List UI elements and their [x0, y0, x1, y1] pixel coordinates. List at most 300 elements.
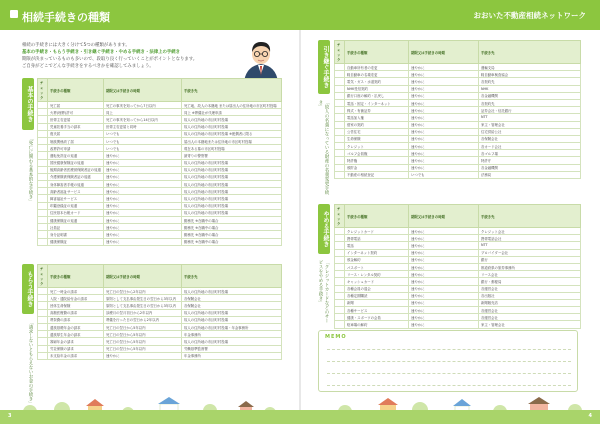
- row-dest: 都道府県の旅券事務所: [479, 263, 581, 270]
- row-checkbox-cell[interactable]: [38, 316, 48, 323]
- col-check: チェック: [335, 41, 345, 64]
- row-dest: 各契約先: [479, 78, 581, 85]
- row-dest: 銀行: [479, 256, 581, 263]
- row-item: 運転免許証の返還: [48, 152, 104, 159]
- row-checkbox-cell[interactable]: [335, 271, 345, 278]
- col-check: チェック: [335, 205, 345, 228]
- row-dest: 故人の住所地の市区町村役場: [182, 288, 282, 295]
- row-deadline: 速やかに: [104, 173, 182, 180]
- basic-procedures-table: [37, 78, 282, 246]
- row-item: 死亡届: [48, 102, 104, 109]
- row-checkbox-cell[interactable]: [335, 128, 345, 135]
- table-row: [38, 345, 282, 352]
- col-dest: 手続き先: [182, 265, 282, 288]
- row-dest: 住宅供給公社: [479, 128, 581, 135]
- row-item: 火葬(埋葬)許可: [48, 109, 104, 116]
- row-checkbox-cell[interactable]: [38, 331, 48, 338]
- row-item: 銀行口座の解約・払戻し: [345, 92, 409, 99]
- row-checkbox-cell[interactable]: [38, 288, 48, 295]
- row-deadline: 速やかに: [409, 263, 479, 270]
- row-checkbox-cell[interactable]: [38, 238, 48, 245]
- row-checkbox-cell[interactable]: [38, 295, 48, 302]
- row-deadline: いつでも: [104, 145, 182, 152]
- row-checkbox-cell[interactable]: [38, 145, 48, 152]
- row-item: 遺族基礎年金の請求: [48, 323, 104, 330]
- row-item: 遺族厚生年金の請求: [48, 331, 104, 338]
- table-row: [335, 164, 581, 171]
- row-dest: 携帯電話会社: [479, 235, 581, 242]
- row-item: 印鑑登録証の返還: [48, 202, 104, 209]
- row-deadline: 死亡日の翌日から5年以内: [104, 338, 182, 345]
- intro-line-4: ご自身がどこでどんな手続きをするべきかを確認してみましょう。: [22, 64, 154, 70]
- row-checkbox-cell[interactable]: [335, 85, 345, 92]
- table-row: [38, 352, 282, 359]
- row-item: 団体生命保険: [48, 302, 104, 309]
- row-deadline: 速やかに: [409, 314, 479, 321]
- col-check: チェック: [38, 265, 48, 288]
- row-dest: 年金事務所: [182, 352, 282, 359]
- row-deadline: 速やかに: [104, 217, 182, 224]
- row-deadline: 速やかに: [104, 166, 182, 173]
- row-item: 葬祭費の請求: [48, 316, 104, 323]
- table-row: [335, 135, 581, 142]
- row-deadline: 速やかに: [409, 143, 479, 150]
- row-deadline: 死亡の事実を知ってから14日以内: [104, 116, 182, 123]
- row-checkbox-cell[interactable]: [38, 345, 48, 352]
- col-deadline: 期限又は手続きの時期: [104, 79, 182, 102]
- row-dest: 現在ある墓の市区町村役場: [182, 145, 282, 152]
- row-item: 寡婦年金の請求: [48, 338, 104, 345]
- row-checkbox-cell[interactable]: [335, 107, 345, 114]
- table-row: [335, 99, 581, 106]
- row-deadline: 速やかに: [104, 159, 182, 166]
- row-item: ゴルフ会員権: [345, 150, 409, 157]
- table-row: [38, 309, 282, 316]
- row-item: 電話: [345, 242, 409, 249]
- row-deadline: 速やかに: [409, 228, 479, 235]
- row-item: 高額医療費の請求: [48, 309, 104, 316]
- row-checkbox-cell[interactable]: [38, 130, 48, 137]
- row-dest: 家主・管理会社: [479, 321, 581, 328]
- row-deadline: いつでも: [409, 171, 479, 178]
- row-deadline: 速やかに: [409, 135, 479, 142]
- row-item: 労災保険の請求: [48, 345, 104, 352]
- row-dest: 故人の住所地の市区町村役場: [182, 123, 282, 130]
- row-item: 新聞: [345, 299, 409, 306]
- row-dest: 故人の住所地の市区町村役場: [182, 209, 282, 216]
- row-checkbox-cell[interactable]: [335, 150, 345, 157]
- col-dest: 手続き先: [479, 41, 581, 64]
- table-row: [335, 285, 581, 292]
- row-checkbox-cell[interactable]: [335, 256, 345, 263]
- row-checkbox-cell[interactable]: [38, 159, 48, 166]
- row-checkbox-cell[interactable]: [38, 323, 48, 330]
- row-dest: 各運営会社: [479, 307, 581, 314]
- row-dest: 各ゴルフ場: [479, 150, 581, 157]
- row-dest: 新聞販売店: [479, 299, 581, 306]
- row-dest: NTT: [479, 242, 581, 249]
- row-item: クレジット: [345, 143, 409, 150]
- table-row: [335, 249, 581, 256]
- row-deadline: 速やかに: [104, 231, 182, 238]
- row-item: 後期高齢者医療被保険者証の返還: [48, 166, 104, 173]
- memo-line: [327, 349, 571, 350]
- table-row: [335, 292, 581, 299]
- row-item: 改葬許可申請: [48, 145, 104, 152]
- row-deadline: 速やかに: [104, 188, 182, 195]
- row-checkbox-cell[interactable]: [38, 181, 48, 188]
- row-item: 生命保険: [345, 135, 409, 142]
- inherit-procedures-table: [334, 40, 581, 179]
- row-item: 障害福祉サービス: [48, 195, 104, 202]
- row-checkbox-cell[interactable]: [38, 302, 48, 309]
- row-item: 健康保険証の返還: [48, 217, 104, 224]
- col-check: チェック: [38, 79, 48, 102]
- row-dest: 故人の住所地の市区町村役場: [182, 188, 282, 195]
- row-checkbox-cell[interactable]: [335, 263, 345, 270]
- row-checkbox-cell[interactable]: [335, 299, 345, 306]
- row-checkbox-cell[interactable]: [38, 338, 48, 345]
- row-item: 各種会員の退会: [345, 285, 409, 292]
- table-row: [38, 159, 282, 166]
- row-item: 借家の契約: [345, 121, 409, 128]
- table-row: [335, 121, 581, 128]
- memo-box: [318, 330, 578, 392]
- row-deadline: 速やかに: [409, 292, 479, 299]
- row-deadline: 速やかに: [409, 271, 479, 278]
- memo-line: [327, 361, 571, 362]
- row-deadline: 死亡日の翌日から5年以内: [104, 331, 182, 338]
- row-dest: 各金融機関: [479, 164, 581, 171]
- row-dest: 故人の住所地の市区町村役場: [182, 166, 282, 173]
- row-checkbox-cell[interactable]: [38, 352, 48, 359]
- row-item: 健康・スポーツの会員: [345, 314, 409, 321]
- row-checkbox-cell[interactable]: [38, 209, 48, 216]
- row-checkbox-cell[interactable]: [335, 321, 345, 328]
- row-item: 国民健康保険証の返還: [48, 159, 104, 166]
- page-spine: [299, 30, 301, 424]
- row-checkbox-cell[interactable]: [335, 314, 345, 321]
- row-deadline: 速やかに: [104, 195, 182, 202]
- row-checkbox-cell[interactable]: [38, 202, 48, 209]
- row-checkbox-cell[interactable]: [38, 102, 48, 109]
- row-checkbox-cell[interactable]: [335, 171, 345, 178]
- row-deadline: 死亡日の翌日から5年以内: [104, 345, 182, 352]
- row-checkbox-cell[interactable]: [38, 188, 48, 195]
- row-dest: 各金融機関: [479, 92, 581, 99]
- row-dest: 各カード会社: [479, 143, 581, 150]
- page-title: 相続手続きの種類: [22, 11, 110, 24]
- section-label-inherit: 引き継ぐ手続き: [318, 40, 330, 94]
- footer-ground: [0, 410, 600, 424]
- table-row: [38, 102, 282, 109]
- memo-label: MEMO: [325, 334, 347, 340]
- table-row: [335, 307, 581, 314]
- table-row: [38, 130, 282, 137]
- row-deadline: いつでも: [104, 137, 182, 144]
- row-item: 高齢者福祉サービス: [48, 188, 104, 195]
- table-row: [335, 321, 581, 328]
- row-dest: 故人の住所地の市区町村役場: [182, 159, 282, 166]
- row-checkbox-cell[interactable]: [38, 224, 48, 231]
- col-item: 手続きの種類: [345, 205, 409, 228]
- row-item: 入院・通院給付金の請求: [48, 295, 104, 302]
- table-row: [38, 166, 282, 173]
- table-row: [335, 314, 581, 321]
- row-item: 駐車場の解約: [345, 321, 409, 328]
- row-dest: リース会社: [479, 271, 581, 278]
- section-label-basic: 基本の手続き: [22, 78, 34, 130]
- row-checkbox-cell[interactable]: [38, 195, 48, 202]
- row-dest: NTT: [479, 114, 581, 121]
- table-row: [38, 331, 282, 338]
- section-label-receive: もらう手続き: [22, 264, 34, 314]
- table-row: [38, 338, 282, 345]
- row-deadline: 速やかに: [104, 224, 182, 231]
- row-checkbox-cell[interactable]: [335, 114, 345, 121]
- receive-procedures-table: [37, 264, 282, 360]
- table-row: [335, 228, 581, 235]
- row-deadline: 速やかに: [409, 128, 479, 135]
- row-dest: 同上 ※葬儀社が代理申請: [182, 109, 282, 116]
- row-item: 特許権: [345, 157, 409, 164]
- row-checkbox-cell[interactable]: [335, 242, 345, 249]
- row-item: リース・レンタル契約: [345, 271, 409, 278]
- row-deadline: 速やかに: [104, 181, 182, 188]
- row-deadline: 死亡の事実を知ってから7日以内: [104, 102, 182, 109]
- row-dest: 故人の住所地の市区町村役場: [182, 181, 282, 188]
- table-row: [38, 217, 282, 224]
- section-sub-inherit: 「故人の名義になっている財産の名義変更手続き」: [318, 100, 329, 195]
- row-deadline: 世帯主変更届と同時: [104, 123, 182, 130]
- row-checkbox-cell[interactable]: [335, 64, 345, 71]
- row-checkbox-cell[interactable]: [38, 309, 48, 316]
- row-item: 社員証: [48, 224, 104, 231]
- row-dest: 各保険会社: [479, 135, 581, 142]
- page-header: [0, 0, 600, 30]
- row-item: 電話・固定・インターネット: [345, 99, 409, 106]
- table-row: [38, 173, 282, 180]
- table-row: [335, 157, 581, 164]
- row-deadline: 速やかに: [409, 85, 479, 92]
- row-checkbox-cell[interactable]: [335, 164, 345, 171]
- row-dest: 故人の住所地の市区町村役場: [182, 309, 282, 316]
- row-checkbox-cell[interactable]: [335, 143, 345, 150]
- row-dest: 法務局: [479, 171, 581, 178]
- page-number-left: 3: [8, 413, 12, 419]
- table-row: [38, 224, 282, 231]
- row-item: 世帯主変更届: [48, 116, 104, 123]
- table-row: [38, 202, 282, 209]
- row-dest: 証券会社・信託銀行: [479, 107, 581, 114]
- row-dest: 勤務先 ※在職中の場合: [182, 238, 282, 245]
- row-dest: 労働基準監督署: [182, 345, 282, 352]
- col-deadline: 期限又は手続きの時期: [409, 205, 479, 228]
- table-row: [38, 181, 282, 188]
- row-item: 住民基本台帳カード: [48, 209, 104, 216]
- row-checkbox-cell[interactable]: [38, 152, 48, 159]
- row-item: 未支給年金の請求: [48, 352, 104, 359]
- row-item: 各種サービス: [345, 307, 409, 314]
- row-dest: 銀行・郵便局: [479, 278, 581, 285]
- row-deadline: 速やかに: [409, 249, 479, 256]
- table-row: [335, 256, 581, 263]
- row-dest: 故人の住所地の市区町村役場 ※配偶者に限る: [182, 130, 282, 137]
- row-checkbox-cell[interactable]: [335, 228, 345, 235]
- table-row: [335, 114, 581, 121]
- row-item: 不動産の相続登記: [345, 171, 409, 178]
- row-dest: 各保険会社: [182, 295, 282, 302]
- row-checkbox-cell[interactable]: [335, 92, 345, 99]
- row-checkbox-cell[interactable]: [38, 166, 48, 173]
- row-checkbox-cell[interactable]: [335, 278, 345, 285]
- table-row: [38, 123, 282, 130]
- row-deadline: 速やかに: [409, 256, 479, 263]
- row-item: 預貯金: [345, 164, 409, 171]
- row-item: クレジットカード: [345, 228, 409, 235]
- stop-procedures-table: [334, 204, 581, 329]
- section-label-stop: やめる手続き: [318, 204, 330, 254]
- row-deadline: 速やかに: [409, 285, 479, 292]
- row-deadline: 葬儀を行った日の翌日から2年以内: [104, 316, 182, 323]
- row-item: 電話加入権: [345, 114, 409, 121]
- row-checkbox-cell[interactable]: [38, 173, 48, 180]
- row-dest: 特許庁: [479, 157, 581, 164]
- row-dest: 死亡地、故人の本籍地 または届出人の住所地の市区町村役場: [182, 102, 282, 109]
- row-deadline: 速やかに: [409, 307, 479, 314]
- row-deadline: 速やかに: [409, 164, 479, 171]
- row-dest: 運輸支局: [479, 64, 581, 71]
- row-checkbox-cell[interactable]: [335, 99, 345, 106]
- row-checkbox-cell[interactable]: [38, 109, 48, 116]
- col-deadline: 期限又は手続きの時期: [409, 41, 479, 64]
- row-deadline: 速やかに: [409, 150, 479, 157]
- row-dest: 各保険会社: [182, 302, 282, 309]
- row-item: 死亡一時金の請求: [48, 288, 104, 295]
- col-item: 手続きの種類: [345, 41, 409, 64]
- table-row: [335, 107, 581, 114]
- table-row: [38, 231, 282, 238]
- row-checkbox-cell[interactable]: [335, 78, 345, 85]
- row-deadline: 速やかに: [409, 99, 479, 106]
- table-row: [38, 295, 282, 302]
- table-row: [335, 71, 581, 78]
- row-dest: NHK: [479, 85, 581, 92]
- row-dest: 年金事務所: [182, 331, 282, 338]
- row-checkbox-cell[interactable]: [335, 121, 345, 128]
- row-checkbox-cell[interactable]: [335, 157, 345, 164]
- row-checkbox-cell[interactable]: [335, 292, 345, 299]
- row-dest: 軽自動車検査協会: [479, 71, 581, 78]
- row-dest: 勤務先 ※在職中の場合: [182, 224, 282, 231]
- row-deadline: 診療月の翌月初日から2年以内: [104, 309, 182, 316]
- table-row: [38, 152, 282, 159]
- table-row: [335, 299, 581, 306]
- row-item: NHK受信契約: [345, 85, 409, 92]
- row-deadline: 速やかに: [104, 152, 182, 159]
- row-checkbox-cell[interactable]: [38, 123, 48, 130]
- row-deadline: 速やかに: [409, 71, 479, 78]
- row-deadline: 速やかに: [409, 242, 479, 249]
- row-dest: 届出人の本籍地または住所地の市区町村役場: [182, 137, 282, 144]
- row-item: 姻族関係終了届: [48, 137, 104, 144]
- row-deadline: 速やかに: [104, 209, 182, 216]
- table-row: [335, 271, 581, 278]
- row-deadline: 同上: [104, 109, 182, 116]
- table-row: [38, 209, 282, 216]
- row-dest: 故人の住所地の市区町村役場: [182, 195, 282, 202]
- row-checkbox-cell[interactable]: [38, 231, 48, 238]
- row-checkbox-cell[interactable]: [335, 135, 345, 142]
- row-dest: 勤務先 ※在職中の場合: [182, 217, 282, 224]
- row-checkbox-cell[interactable]: [335, 71, 345, 78]
- row-item: 身体障害者手帳の返還: [48, 181, 104, 188]
- row-dest: 各運営会社: [479, 314, 581, 321]
- row-checkbox-cell[interactable]: [38, 217, 48, 224]
- table-row: [38, 145, 282, 152]
- row-dest: 各契約先: [479, 99, 581, 106]
- row-deadline: 原則として支払事由発生日の翌日から3年以内: [104, 295, 182, 302]
- row-deadline: 速やかに: [104, 238, 182, 245]
- row-deadline: 速やかに: [409, 64, 479, 71]
- row-dest: 各運営会社: [479, 285, 581, 292]
- row-dest: 最寄りの警察署: [182, 152, 282, 159]
- col-dest: 手続き先: [479, 205, 581, 228]
- row-dest: 故人の住所地の市区町村役場: [182, 202, 282, 209]
- row-deadline: 速やかに: [409, 321, 479, 328]
- row-checkbox-cell[interactable]: [335, 307, 345, 314]
- row-checkbox-cell[interactable]: [335, 235, 345, 242]
- table-row: [335, 64, 581, 71]
- table-row: [335, 278, 581, 285]
- table-row: [38, 116, 282, 123]
- row-deadline: いつでも: [104, 130, 182, 137]
- col-item: 手続きの種類: [48, 79, 104, 102]
- table-row: [335, 85, 581, 92]
- row-dest: 故人の住所地の市区町村役場: [182, 316, 282, 323]
- memo-line: [327, 373, 571, 374]
- intro-line-2: 基本の手続き・もらう手続き・引き継ぐ手続き・やめる手続き・法律上の手続き: [22, 50, 181, 56]
- row-checkbox-cell[interactable]: [335, 285, 345, 292]
- row-deadline: 速やかに: [409, 235, 479, 242]
- row-item: 各種定期購読: [345, 292, 409, 299]
- row-dest: 各出版社: [479, 292, 581, 299]
- table-row: [335, 92, 581, 99]
- row-checkbox-cell[interactable]: [38, 116, 48, 123]
- table-row: [38, 195, 282, 202]
- table-row: [38, 302, 282, 309]
- table-row: [335, 235, 581, 242]
- table-row: [38, 323, 282, 330]
- row-item: 健康保険証: [48, 238, 104, 245]
- table-row: [38, 188, 282, 195]
- row-deadline: 速やかに: [409, 107, 479, 114]
- table-row: [335, 150, 581, 157]
- page-number-right: 4: [588, 413, 592, 419]
- row-deadline: 速やかに: [409, 114, 479, 121]
- row-checkbox-cell[interactable]: [335, 249, 345, 256]
- row-item: キャッシュカード: [345, 278, 409, 285]
- row-dest: 勤務先 ※在職中の場合: [182, 231, 282, 238]
- row-dest: 故人の住所地の市区町村役場: [182, 173, 282, 180]
- row-item: 携帯電話: [345, 235, 409, 242]
- row-deadline: 死亡日の翌日から5年以内: [104, 323, 182, 330]
- row-deadline: 速やかに: [104, 202, 182, 209]
- section-sub-receive: 「請求しないともらえないお金の手続き」: [28, 320, 33, 406]
- table-row: [38, 288, 282, 295]
- row-checkbox-cell[interactable]: [38, 137, 48, 144]
- table-row: [38, 137, 282, 144]
